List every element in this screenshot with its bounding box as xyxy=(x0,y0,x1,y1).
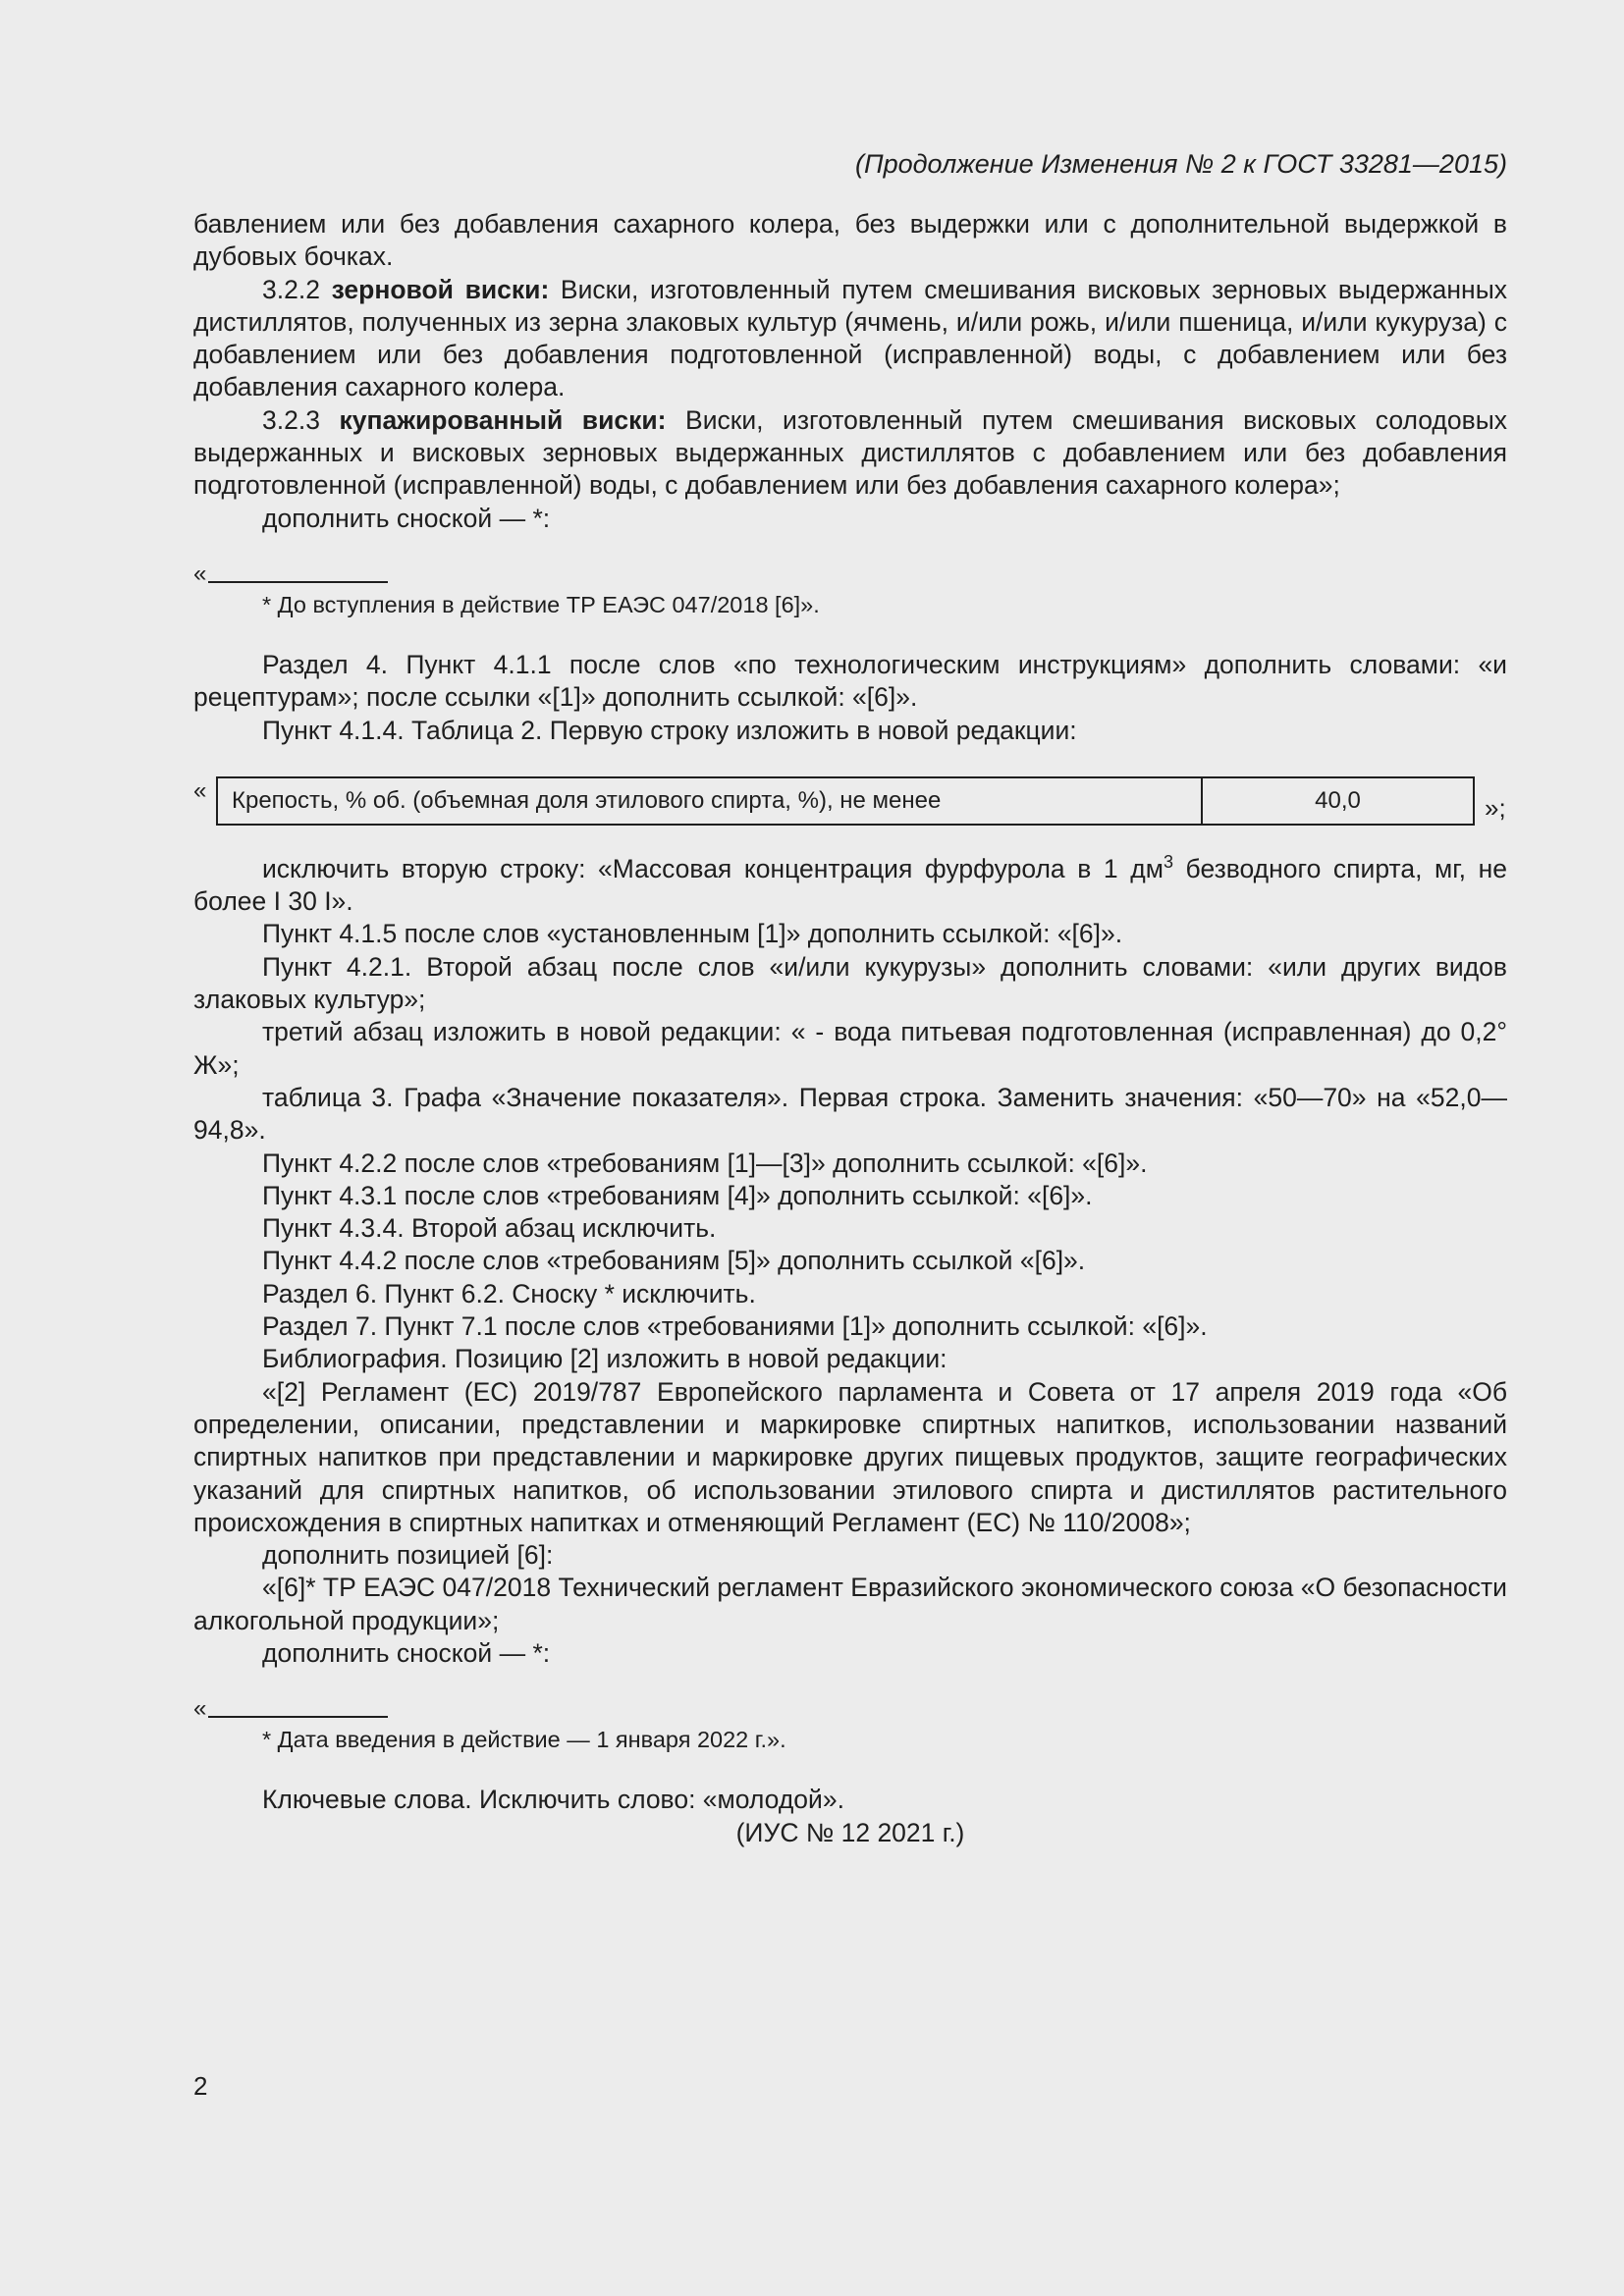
paragraph: Пункт 4.2.2 после слов «требованиям [1]—[3]» дополнить ссылкой: «[6]». xyxy=(262,1148,1148,1178)
term: зерновой виски: xyxy=(331,274,550,304)
footnote-rule xyxy=(208,1716,388,1718)
paragraph: дополнить позицией [6]: xyxy=(262,1540,554,1571)
definition-3-2-2 xyxy=(193,274,1507,404)
open-quote: « xyxy=(193,776,207,804)
paragraph: «[2] Регламент (ЕС) 2019/787 Европейского парламента и Совета от 17 апреля 2019 года «Об определении, описании, представлении и маркировке спиртных напитков, использовании названий спиртных напитков при представлении и маркировке других пищевых продуктов, защите географических указаний для спиртных напитков, об использовании этилового спирта и дистиллятов растительного происхождения в спиртных напитках и отменяющий Регламент (ЕС) № 110/2008»; xyxy=(193,1376,1507,1537)
open-quote: « xyxy=(193,1695,207,1723)
paragraph: бавлением или без добавления сахарного колера, без выдержки или с дополнительной выдержкой в дубовых бочках. xyxy=(193,209,1507,272)
paragraph: Раздел 4. Пункт 4.1.1 после слов «по технологическим инструкциям» дополнить словами: «и рецептурам»; после ссылки «[1]» дополнить ссылкой: «[6]». xyxy=(193,649,1507,713)
footnote-text: * Дата введения в действие — 1 января 2022 г.». xyxy=(262,1727,786,1753)
page-number: 2 xyxy=(193,2071,208,2101)
clause-number: 3.2.3 xyxy=(262,404,340,435)
term: купажированный виски: xyxy=(339,404,667,435)
footnote-rule xyxy=(208,581,388,583)
paragraph: таблица 3. Графа «Значение показателя». Первая строка. Заменить значения: «50—70» на «52,0—94,8». xyxy=(193,1082,1507,1146)
paragraph: Пункт 4.2.1. Второй абзац после слов «и/или кукурузы» дополнить словами: «или других видов злаковых культур»; xyxy=(193,951,1507,1015)
paragraph: Раздел 7. Пункт 7.1 после слов «требованиями [1]» дополнить ссылкой: «[6]». xyxy=(262,1311,1208,1342)
paragraph: Пункт 4.1.5 после слов «установленным [1]» дополнить ссылкой: «[6]». xyxy=(262,919,1123,949)
ius-reference: (ИУС № 12 2021 г.) xyxy=(735,1817,965,1847)
paragraph: Библиография. Позицию [2] изложить в новой редакции: xyxy=(262,1344,947,1374)
paragraph: дополнить сноской — *: xyxy=(262,1637,551,1668)
paragraph: дополнить сноской — *: xyxy=(262,503,551,533)
paragraph: Пункт 4.1.4. Таблица 2. Первую строку изложить в новой редакции: xyxy=(262,715,1077,745)
body-text xyxy=(193,208,1507,1849)
footnote-text: * До вступления в действие ТР ЕАЭС 047/2018 [6]». xyxy=(262,591,820,617)
footnote-block xyxy=(193,1693,1507,1754)
amendment-table xyxy=(216,776,1475,826)
superscript: 3 xyxy=(1163,852,1173,873)
paragraph: Ключевые слова. Исключить слово: «молодой». xyxy=(262,1785,844,1815)
paragraph: Пункт 4.3.4. Второй абзац исключить. xyxy=(262,1213,717,1244)
paragraph: третий абзац изложить в новой редакции: « - вода питьевая подготовленная (исправленная) до 0,2° Ж»; xyxy=(193,1017,1507,1080)
table-cell-value: 40,0 xyxy=(1202,777,1474,825)
table-fragment xyxy=(193,776,1507,828)
paragraph: «[6]* ТР ЕАЭС 047/2018 Технический регламент Евразийского экономического союза «О безопасности алкогольной продукции»; xyxy=(193,1573,1507,1635)
open-quote: « xyxy=(193,560,207,587)
close-quote: »; xyxy=(1485,792,1506,823)
paragraph: Пункт 4.3.1 после слов «требованиям [4]» дополнить ссылкой: «[6]». xyxy=(262,1180,1093,1210)
definition-3-2-3 xyxy=(193,404,1507,503)
definition-text: Виски, изготовленный путем смешивания висковых солодовых выдержанных и висковых зерновых выдержанных дистиллятов с добавлением или без добавления подготовленной (исправленной) воды, с добавлением или без добавления сахарного колера»; xyxy=(193,404,1507,501)
paragraph: Раздел 6. Пункт 6.2. Сноску * исключить. xyxy=(262,1278,756,1308)
paragraph: Пункт 4.4.2 после слов «требованиям [5]» дополнить ссылкой «[6]». xyxy=(262,1246,1086,1276)
table-cell-indicator: Крепость, % об. (объемная доля этилового спирта, %), не менее xyxy=(217,777,1202,825)
paragraph: исключить вторую строку: «Массовая концентрация фурфурола в 1 $дм^3$ безводного спирта, мг, не более I 30 I». xyxy=(193,852,1507,917)
table-row xyxy=(217,777,1474,825)
footnote-block xyxy=(193,559,1507,619)
definition-text: Виски, изготовленный путем смешивания висковых зерновых выдержанных дистиллятов, полученных из зерна злаковых культур (ячмень, и/или рожь, и/или пшеница, и/или кукуруза) с добавлением или без добавления подготовленной (исправленной) воды, с добавлением или без добавления сахарного колера. xyxy=(193,274,1507,402)
running-header: (Продолжение Изменения № 2 к ГОСТ 33281—2015) xyxy=(855,149,1507,179)
clause-number: 3.2.2 xyxy=(262,274,332,304)
